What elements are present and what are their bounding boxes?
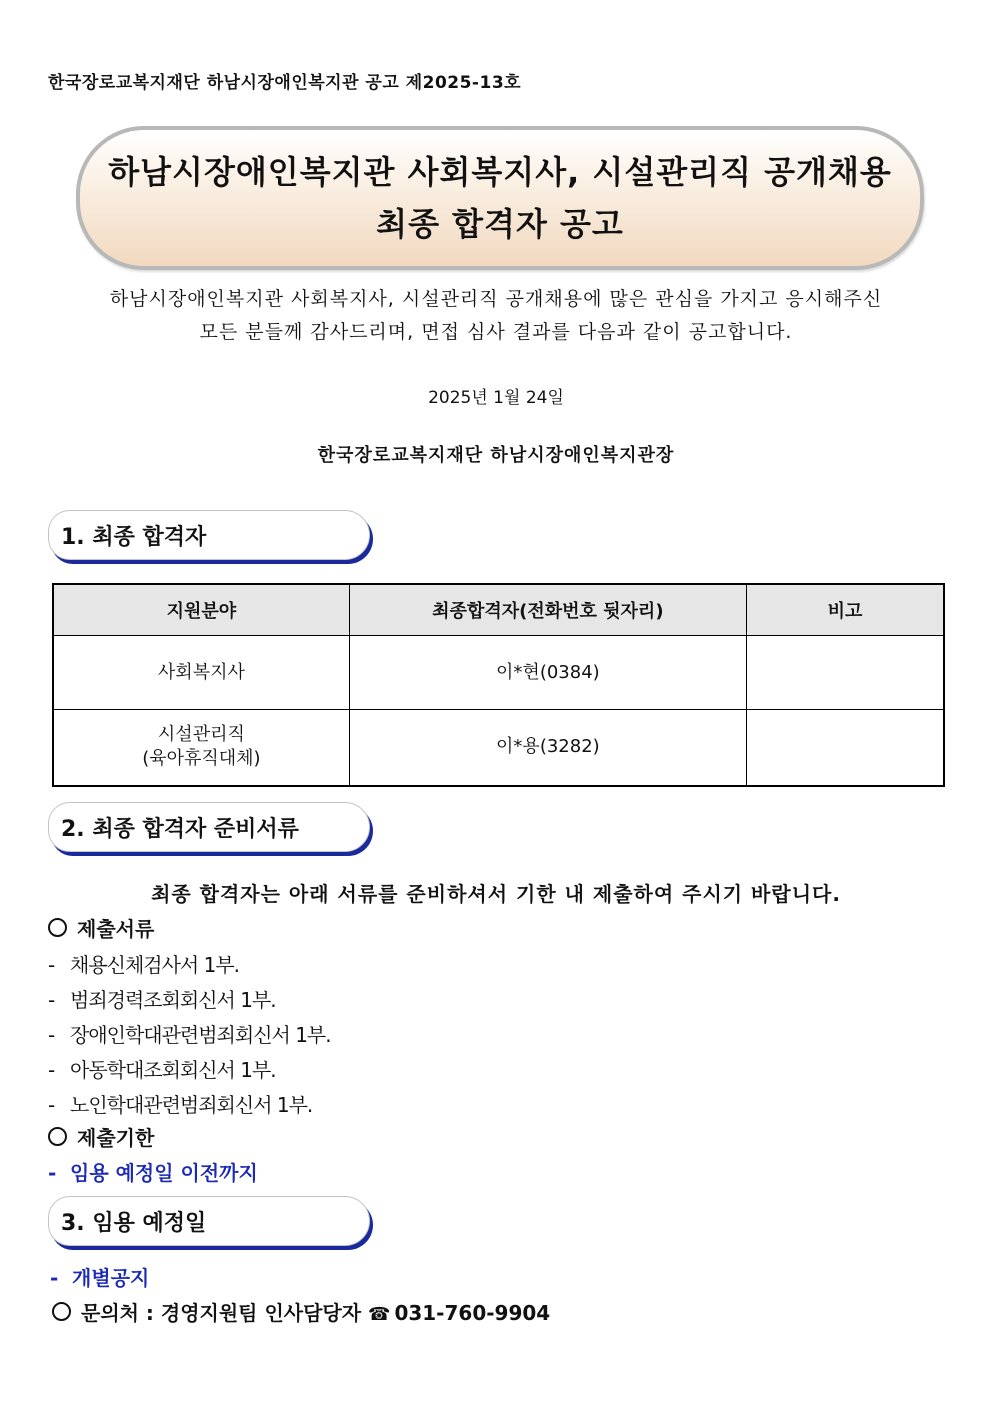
row-field: [53, 710, 349, 786]
documents-label: 제출서류: [77, 917, 155, 941]
deadline-heading: [48, 1122, 154, 1151]
document-name: 장애인학대관련범죄회신서 1부.: [70, 1023, 331, 1047]
contact-line: [52, 1297, 550, 1326]
row-note: [746, 710, 944, 786]
row-candidate: 이*용(3282): [349, 710, 746, 786]
header-field: 지원분야: [53, 584, 349, 636]
document-name: 범죄경력조회회신서 1부.: [70, 988, 276, 1012]
header-note: 비고: [746, 584, 944, 636]
row-field-sublabel: (육아휴직대체): [142, 748, 261, 770]
list-item: - 범죄경력조회회신서 1부.: [48, 988, 276, 1012]
appointment-date-value: - 개별공지: [50, 1266, 150, 1290]
row-field-label: 사회복지사: [157, 661, 245, 683]
announcement-date: 2025년 1월 24일: [428, 388, 564, 408]
title-line-2: 최종 합격자 공고: [376, 205, 624, 243]
section-3-heading: 3. 임용 예정일: [48, 1196, 370, 1246]
circle-bullet-icon: [48, 918, 67, 937]
table-row: [53, 710, 944, 786]
list-item: - 노인학대관련범죄회신서 1부.: [48, 1093, 313, 1117]
list-item: - 아동학대조회회신서 1부.: [48, 1058, 276, 1082]
deadline-text: 임용 예정일 이전까지: [70, 1161, 258, 1185]
section-2-heading: 2. 최종 합격자 준비서류: [48, 802, 370, 852]
circle-bullet-icon: [48, 1127, 67, 1146]
header-final-candidate: 최종합격자(전화번호 뒷자리): [349, 584, 746, 636]
table-header-row: [53, 584, 944, 636]
intro-text: [50, 283, 942, 349]
section-1-heading: 1. 최종 합격자: [48, 510, 370, 560]
title-banner: [76, 126, 924, 270]
title-line-1: 하남시장애인복지관 사회복지사, 시설관리직 공개채용: [108, 153, 892, 191]
circle-bullet-icon: [52, 1302, 71, 1321]
row-candidate: 이*현(0384): [349, 636, 746, 710]
contact-label: 문의처 : 경영지원팀 인사담당자: [81, 1301, 362, 1325]
row-note: [746, 636, 944, 710]
document-name: 채용신체검사서 1부.: [70, 953, 239, 977]
list-item: - 채용신체검사서 1부.: [48, 953, 239, 977]
contact-phone: 031-760-9904: [394, 1301, 551, 1325]
result-table: [52, 583, 945, 787]
row-field-label: 시설관리직: [157, 724, 245, 746]
document-name: 아동학대조회회신서 1부.: [70, 1058, 276, 1082]
submission-instruction: 최종 합격자는 아래 서류를 준비하셔서 기한 내 제출하여 주시기 바랍니다.: [151, 882, 841, 906]
appointment-text: 개별공지: [72, 1266, 150, 1290]
deadline-label: 제출기한: [77, 1126, 155, 1150]
telephone-icon: ☎: [368, 1304, 391, 1325]
notice-number: 한국장로교복지재단 하남시장애인복지관 공고 제2025-13호: [48, 73, 522, 93]
deadline-value: - 임용 예정일 이전까지: [48, 1161, 258, 1185]
list-item: - 장애인학대관련범죄회신서 1부.: [48, 1023, 331, 1047]
documents-heading: [48, 913, 154, 942]
table-row: [53, 636, 944, 710]
row-field: [53, 636, 349, 710]
intro-line-2: 모든 분들께 감사드리며, 면접 심사 결과를 다음과 같이 공고합니다.: [199, 321, 793, 343]
intro-line-1: 하남시장애인복지관 사회복지사, 시설관리직 공개채용에 많은 관심을 가지고 응시해주신: [109, 288, 883, 310]
signer: 한국장로교복지재단 하남시장애인복지관장: [317, 445, 675, 466]
documents-list: [48, 949, 331, 1124]
document-name: 노인학대관련범죄회신서 1부.: [70, 1093, 313, 1117]
